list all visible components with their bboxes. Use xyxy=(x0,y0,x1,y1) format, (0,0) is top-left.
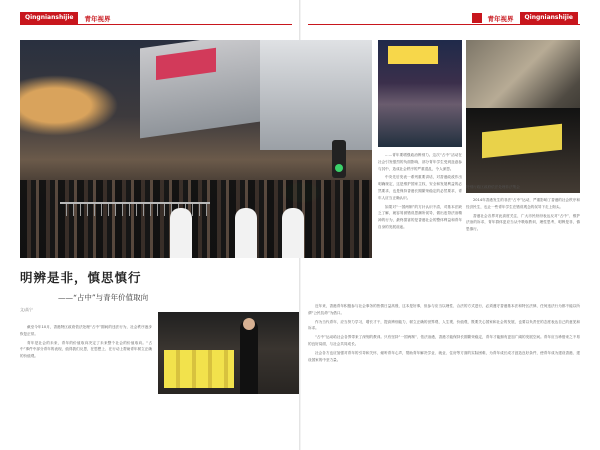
right-header-rule xyxy=(308,24,580,25)
paragraph: ……青年要增强政治辨别力。这次“占中”活动在社会引发强烈的负面影响，部分青年学生受到蛊惑参与其中，造成社会秩序的严重混乱，令人深思。 xyxy=(378,153,462,171)
main-protest-photo xyxy=(20,40,372,258)
paragraph: 中央先后发表一系列重要讲话，对香港政改作出明确规定，这是维护国家主权、安全和发展利益的必然要求，也是保持香港长期繁荣稳定的必然要求，青年人应当正确认识。 xyxy=(378,175,462,200)
paragraph: 青年是社会的未来，青年的价值取向决定了未来整个社会的价值取向。“占中”事件中部分青年的表现，值得我们反思，在思想上、在行动上帮助青年树立正确的价值观。 xyxy=(20,340,152,359)
right-header-tag: Qingnianshijie xyxy=(520,12,578,24)
paragraph: “占中”运动给社会各界带来了深刻的教训。只有坚持“一国两制”、依法治港，香港才能保持长期繁荣稳定，青年才能拥有更加广阔的发展空间。青年应当珍惜来之不易的良好局面，与社会共同成长。 xyxy=(308,335,580,346)
article-title: 明辨是非，慎思慎行 xyxy=(20,270,142,285)
standing-man xyxy=(240,320,258,394)
article-column-c xyxy=(20,324,152,439)
right-header xyxy=(472,12,578,24)
night-crowd-photo xyxy=(466,108,580,193)
article-author: 文/高宁 xyxy=(20,307,33,312)
article-column-d xyxy=(308,303,580,442)
left-header-tag: Qingnianshijie xyxy=(20,12,78,24)
traffic-light xyxy=(332,140,346,178)
article-subtitle: ——“占中”与青年价值取向 xyxy=(58,293,149,302)
crowd xyxy=(20,180,372,258)
paragraph: 香港社会各界对此高度关注，广大市民纷纷表达反对“占中”、维护法治的诉求，青年群体更应当从中吸取教训，理性思考，明辨是非，慎思慎行。 xyxy=(466,213,580,232)
paragraph: 作为当代青年，应当努力学习，增长才干，提高辨别能力，树立正确的世界观、人生观、价值观，既要关心国家和社会的发展，也要以负责任的态度表达自己的意见和诉求。 xyxy=(308,319,580,331)
article-column-a xyxy=(378,152,462,298)
left-header-section: 青年视界 xyxy=(84,14,111,23)
photo-caption: 特别行政区政府依法处理非法集会 xyxy=(466,185,520,189)
paragraph: 社会各方也应加强对青年的引导和关怀，倾听青年心声，帮助青年解决学业、就业、住房等方面的实际困难，为青年成长成才创造良好条件，使青年成为建设香港、建设国家的中坚力量。 xyxy=(308,350,580,362)
night-rally-photo xyxy=(378,40,462,147)
paragraph: 近年来，香港青年积极参与社会事务的热情日益高涨，这本是好事，但参与应当以理性、合法的方式进行，必须遵守香港基本法和特区法律，任何违法行为都不能以所谓“公民抗命”为借口。 xyxy=(308,304,580,315)
section-square-icon xyxy=(472,13,482,23)
placard-photo xyxy=(158,312,299,394)
left-header-rule xyxy=(20,24,292,25)
article-headline xyxy=(20,268,290,303)
right-header-section: 青年视界 xyxy=(487,14,514,23)
paragraph: 2014年香港发生的非法“占中”运动，严重影响了香港的社会秩序和经济民生，也让一些青年学生在错误观念的误导下走上街头。 xyxy=(466,198,580,209)
left-header xyxy=(20,12,110,24)
article-column-b xyxy=(466,197,580,298)
paragraph: 截至今年10月，香港特区政府依法处理“占中”期间的违法行为，社会秩序逐步恢复正常。 xyxy=(20,325,152,336)
yellow-placards xyxy=(164,350,234,388)
paragraph: 如果对“一国两制”的方针认识不清，对基本法缺乏了解，就容易被错误思潮所误导，做出违背法治精神的行为，最终损害的是香港社会的整体利益和青年自身的发展前途。 xyxy=(378,204,462,229)
